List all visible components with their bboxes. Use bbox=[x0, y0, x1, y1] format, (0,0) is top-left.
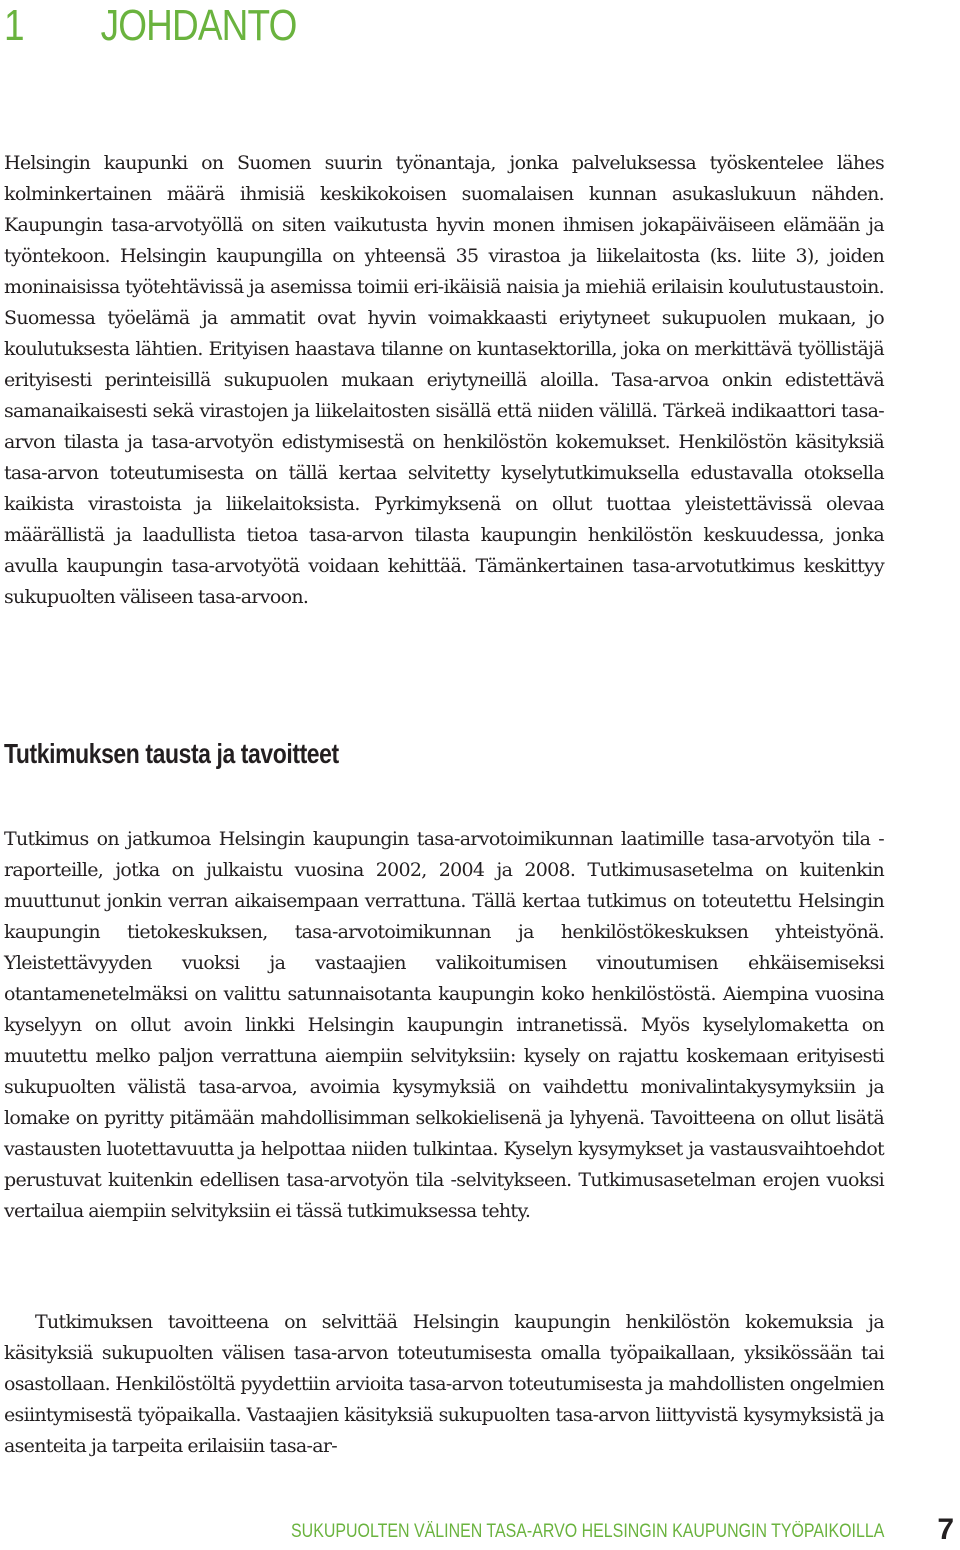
objectives-paragraph: Tutkimuksen tavoitteena on selvittää Helsingin kaupungin henkilöstön kokemuksia ja käsityksiä sukupuolten välisen tasa-arvon toteutumisesta omalla työpaikallaan, yksikössään tai osastollaan. Henkilöstöltä pyydettiin arvioita tasa-arvon toteutumisesta ja mahdollisten ongelmien esiintymisestä työpaikalla. Vastaajien käsityksiä sukupuolten tasa-arvon liittyvistä kysymyksistä ja asenteita ja tarpeita erilaisiin tasa-ar- bbox=[4, 1311, 884, 1457]
page-number: 7 bbox=[937, 1513, 954, 1546]
intro-paragraph: Helsingin kaupunki on Suomen suurin työnantaja, jonka palveluksessa työskentelee lähes kolminkertainen määrä ihmisiä keskikokoisen suomalaisen kunnan asukaslukuun nähden. Kaupungin tasa-arvotyöllä on siten vaikutusta hyvin monen ihmisen jokapäiväiseen elämään ja työntekoon. Helsingin kaupungilla on yhteensä 35 virastoa ja liikelaitosta (ks. liite 3), joiden moninaisissa työtehtävissä ja asemissa toimii eri-ikäisiä naisia ja miehiä erilaisin koulutustaustoin. Suomessa työelämä ja ammatit ovat hyvin voimakkaasti eriytyneet sukupuolen mukaan, jo koulutuksesta lähtien. Erityisen haastava tilanne on kuntasektorilla, joka on merkittävä työllistäjä erityisesti perinteisillä sukupuolen mukaan eriytyneillä aloilla. Tasa-arvoa onkin edistettävä samanaikaisesti sekä virastojen ja liikelaitosten sisällä että niiden välillä. Tärkeä indikaattori tasa-arvon tilasta ja tasa-arvotyön edistymisestä on henkilöstön kokemukset. Henkilöstön käsityksiä tasa-arvon toteutumisesta on tällä kertaa selvitetty kyselytutkimuksella edustavalla otoksella kaikista virastoista ja liikelaitoksista. Pyrkimyksenä on ollut tuottaa yleistettävissä olevaa määrällistä ja laadullista tietoa tasa-arvon tilasta kaupungin henkilöstön keskuudessa, jonka avulla kaupungin tasa-arvotyötä voidaan kehittää. Tämänkertainen tasa-arvotutkimus keskittyy sukupuolten väliseen tasa-arvoon. bbox=[4, 152, 884, 608]
footer-publication-title: SUKUPUOLTEN VÄLINEN TASA-ARVO HELSINGIN KAUPUNGIN TYÖPAIKOILLA bbox=[290, 1521, 884, 1542]
background-paragraph: Tutkimus on jatkumoa Helsingin kaupungin tasa-arvotoimikunnan laatimille tasa-arvotyön tila -raporteille, jotka on julkaistu vuosina 2002, 2004 ja 2008. Tutkimusasetelma on kuitenkin muuttunut jonkin verran aikaisempaan verrattuna. Tällä kertaa tutkimus on toteutettu Helsingin kaupungin tietokeskuksen, tasa-arvotoimikunnan ja henkilöstökeskuksen yhteistyönä. Yleistettävyyden vuoksi ja vastaajien valikoitumisen vinoutumisen ehkäisemiseksi otantamenetelmäksi on valittu satunnaisotanta kaupungin koko henkilöstöstä. Aiempina vuosina kyselyyn on ollut avoin linkki Helsingin kaupungin intranetissä. Myös kyselylomaketta on muutettu melko paljon verrattuna aiempiin selvityksiin: kysely on rajattu koskemaan erityisesti sukupuolten välistä tasa-arvoa, avoimia kysymyksiä on vaihdettu monivalintakysymyksiin ja lomake on pyritty pitämään mahdollisimman selkokielisenä ja lyhyenä. Tavoitteena on ollut lisätä vastausten luotettavuutta ja helpottaa niiden tulkintaa. Kyselyn kysymykset ja vastausvaihtoehdot perustuvat kuitenkin edellisen tasa-arvotyön tila -selvitykseen. Tutkimusasetelman erojen vuoksi vertailua aiempiin selvityksiin ei tässä tutkimuksessa tehty. bbox=[4, 828, 884, 1222]
chapter-number: 1 bbox=[4, 1, 24, 50]
chapter-heading bbox=[4, 0, 297, 52]
chapter-title: JOHDANTO bbox=[100, 1, 297, 50]
section-heading: Tutkimuksen tausta ja tavoitteet bbox=[4, 738, 339, 769]
